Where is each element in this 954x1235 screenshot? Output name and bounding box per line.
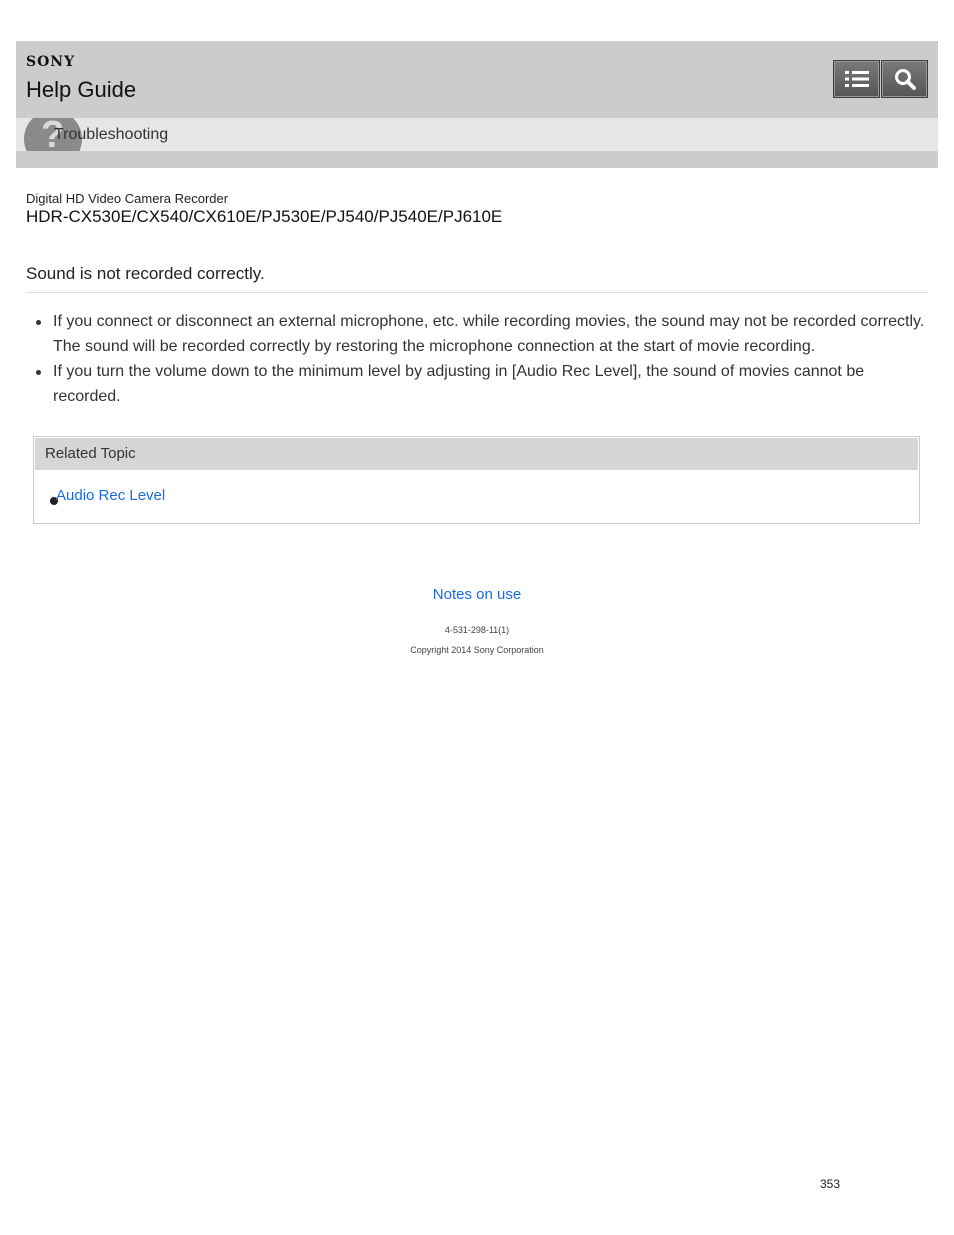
- title-divider: [26, 292, 928, 293]
- notes-on-use-link[interactable]: Notes on use: [432, 586, 522, 603]
- document-code: 4-531-298-11(1): [444, 625, 510, 635]
- app-title: Help Guide: [26, 77, 137, 102]
- footer-nav: [0, 586, 954, 603]
- search-button[interactable]: [881, 60, 928, 98]
- list-item: If you turn the volume down to the minimum level by adjusting in [Audio Rec Level], the sound of movies cannot be recorded.: [26, 359, 926, 409]
- header-bar: [16, 41, 938, 168]
- list-item: If you connect or disconnect an external microphone, etc. while recording movies, the sound may not be recorded correctly. The sound will be recorded correctly by restoring the microphone connection at the start of movie recording.: [26, 309, 926, 359]
- sony-logo: SONY: [26, 54, 76, 70]
- product-model: HDR-CX530E/CX540/CX610E/PJ530E/PJ540/PJ540E/PJ610E: [26, 207, 503, 226]
- copyright: Copyright 2014 Sony Corporation: [410, 645, 544, 655]
- list-menu-icon: [844, 68, 870, 90]
- breadcrumb-label[interactable]: Troubleshooting: [54, 126, 169, 143]
- menu-button[interactable]: [833, 60, 880, 98]
- search-icon: [893, 67, 917, 91]
- product-category: Digital HD Video Camera Recorder: [26, 191, 229, 206]
- related-topic-box: [33, 436, 920, 524]
- content-list: [26, 309, 926, 409]
- breadcrumb: [16, 118, 938, 151]
- page-title: Sound is not recorded correctly.: [26, 264, 265, 283]
- related-topic-heading: Related Topic: [35, 438, 918, 470]
- page-number: 353: [820, 1177, 841, 1191]
- question-mark-icon: ?: [24, 118, 82, 151]
- audio-rec-level-link[interactable]: Audio Rec Level: [56, 487, 166, 504]
